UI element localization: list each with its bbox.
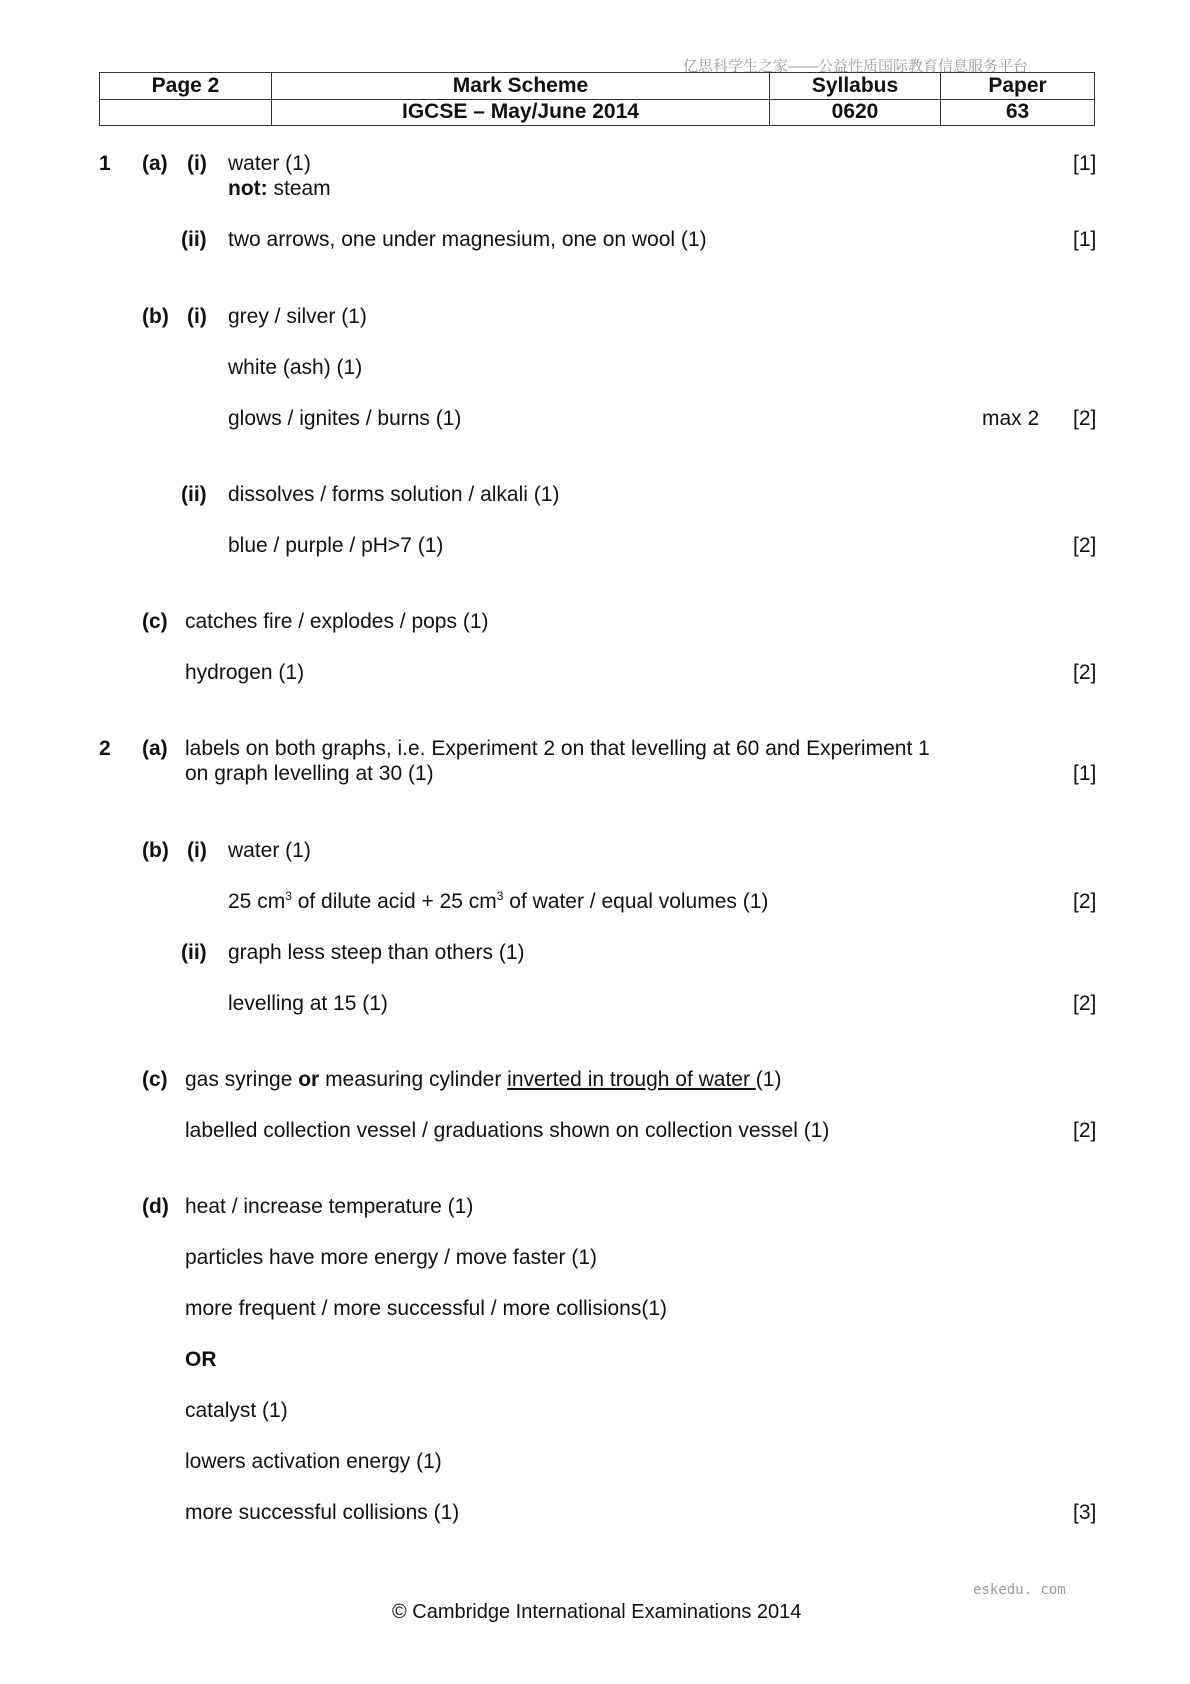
q2d-label: (d) [142, 1195, 169, 1218]
q1b-label: (b) [142, 305, 169, 328]
watermark-bottom: eskedu. com [973, 1582, 1066, 1598]
q2d-or: OR [185, 1348, 217, 1371]
not-keyword: not: [228, 177, 268, 200]
q2bi-label: (i) [187, 839, 207, 862]
q2a-line2: on graph levelling at 30 (1) [185, 762, 434, 785]
q2c-line2: labelled collection vessel / graduations shown on collection vessel (1) [185, 1119, 830, 1142]
superscript-3: 3 [285, 889, 292, 903]
q1ai-not-line [228, 177, 331, 201]
q2c-mark: [2] [1073, 1119, 1097, 1142]
q1bi-label: (i) [187, 305, 207, 328]
q2c-label: (c) [142, 1068, 168, 1091]
q2c-underlined-text: inverted in trough of water [507, 1068, 756, 1091]
q2-number: 2 [99, 737, 111, 760]
q1c-label: (c) [142, 610, 168, 633]
q1-number: 1 [99, 152, 111, 175]
superscript-3: 3 [496, 889, 504, 903]
q1c-mark: [2] [1073, 661, 1097, 684]
q2bi-mark: [2] [1073, 890, 1097, 913]
q1bii-line2: blue / purple / pH>7 (1) [228, 534, 444, 557]
q2d-line1: heat / increase temperature (1) [185, 1195, 474, 1218]
q1ai-label: (i) [187, 152, 207, 175]
header-syllabus-label: Syllabus [770, 73, 941, 100]
q1bii-line1: dissolves / forms solution / alkali (1) [228, 483, 560, 506]
q2a-line1: labels on both graphs, i.e. Experiment 2 on that levelling at 60 and Experiment 1 [185, 737, 930, 760]
q2bi-line2 [228, 890, 768, 914]
q1bi-mark: [2] [1073, 407, 1097, 430]
q2bii-line1: graph less steep than others (1) [228, 941, 525, 964]
q1c-line2: hydrogen (1) [185, 661, 305, 684]
q2d-line5: lowers activation energy (1) [185, 1450, 442, 1473]
q2c-text-1: gas syringe [185, 1068, 299, 1091]
header-exam: IGCSE – May/June 2014 [272, 99, 770, 126]
q2b-label: (b) [142, 839, 169, 862]
q2bi-line1: water (1) [228, 839, 311, 862]
not-text: steam [267, 177, 331, 200]
footer-copyright: © Cambridge International Examinations 2014 [392, 1601, 802, 1623]
q2a-label: (a) [142, 737, 168, 760]
header-title: Mark Scheme [272, 73, 770, 100]
header-page: Page 2 [100, 73, 272, 100]
q1bi-line1: grey / silver (1) [228, 305, 367, 328]
q2a-mark: [1] [1073, 762, 1097, 785]
q1aii-mark: [1] [1073, 228, 1097, 251]
watermark-top: 亿思科学生之家——公益性质国际教育信息服务平台 [683, 58, 1029, 75]
volume-text-1: 25 cm [228, 890, 286, 913]
volume-text-2: of dilute acid + 25 cm [291, 890, 497, 913]
header-empty [100, 99, 272, 126]
header-paper: 63 [941, 99, 1095, 126]
header-paper-label: Paper [941, 73, 1095, 100]
q1ai-answer: water (1) [228, 152, 311, 175]
q2bii-line2: levelling at 15 (1) [228, 992, 388, 1015]
q2d-line4: catalyst (1) [185, 1399, 288, 1422]
q1aii-answer: two arrows, one under magnesium, one on wool (1) [228, 228, 707, 251]
q1bi-max: max 2 [982, 407, 1040, 430]
header-table [99, 72, 1095, 126]
q2bii-mark: [2] [1073, 992, 1097, 1015]
q1bii-label: (ii) [181, 483, 207, 506]
header-syllabus: 0620 [770, 99, 941, 126]
or-keyword: or [298, 1068, 320, 1091]
q1c-line1: catches fire / explodes / pops (1) [185, 610, 489, 633]
q1bii-mark: [2] [1073, 534, 1097, 557]
q2d-line2: particles have more energy / move faster (1) [185, 1246, 598, 1269]
q2bii-label: (ii) [181, 941, 207, 964]
q2d-line6: more successful collisions (1) [185, 1501, 460, 1524]
q1bi-line2: white (ash) (1) [228, 356, 363, 379]
q2d-mark: [3] [1073, 1501, 1097, 1524]
q2d-line3: more frequent / more successful / more collisions(1) [185, 1297, 668, 1320]
q2c-line1 [185, 1068, 781, 1092]
volume-text-3: of water / equal volumes (1) [503, 890, 769, 913]
q1ai-mark: [1] [1073, 152, 1097, 175]
q1aii-label: (ii) [181, 228, 207, 251]
q1bi-line3: glows / ignites / burns (1) [228, 407, 462, 430]
q1a-label: (a) [142, 152, 168, 175]
q2c-text-3: (1) [755, 1068, 782, 1091]
q2c-text-2: measuring cylinder [319, 1068, 508, 1091]
